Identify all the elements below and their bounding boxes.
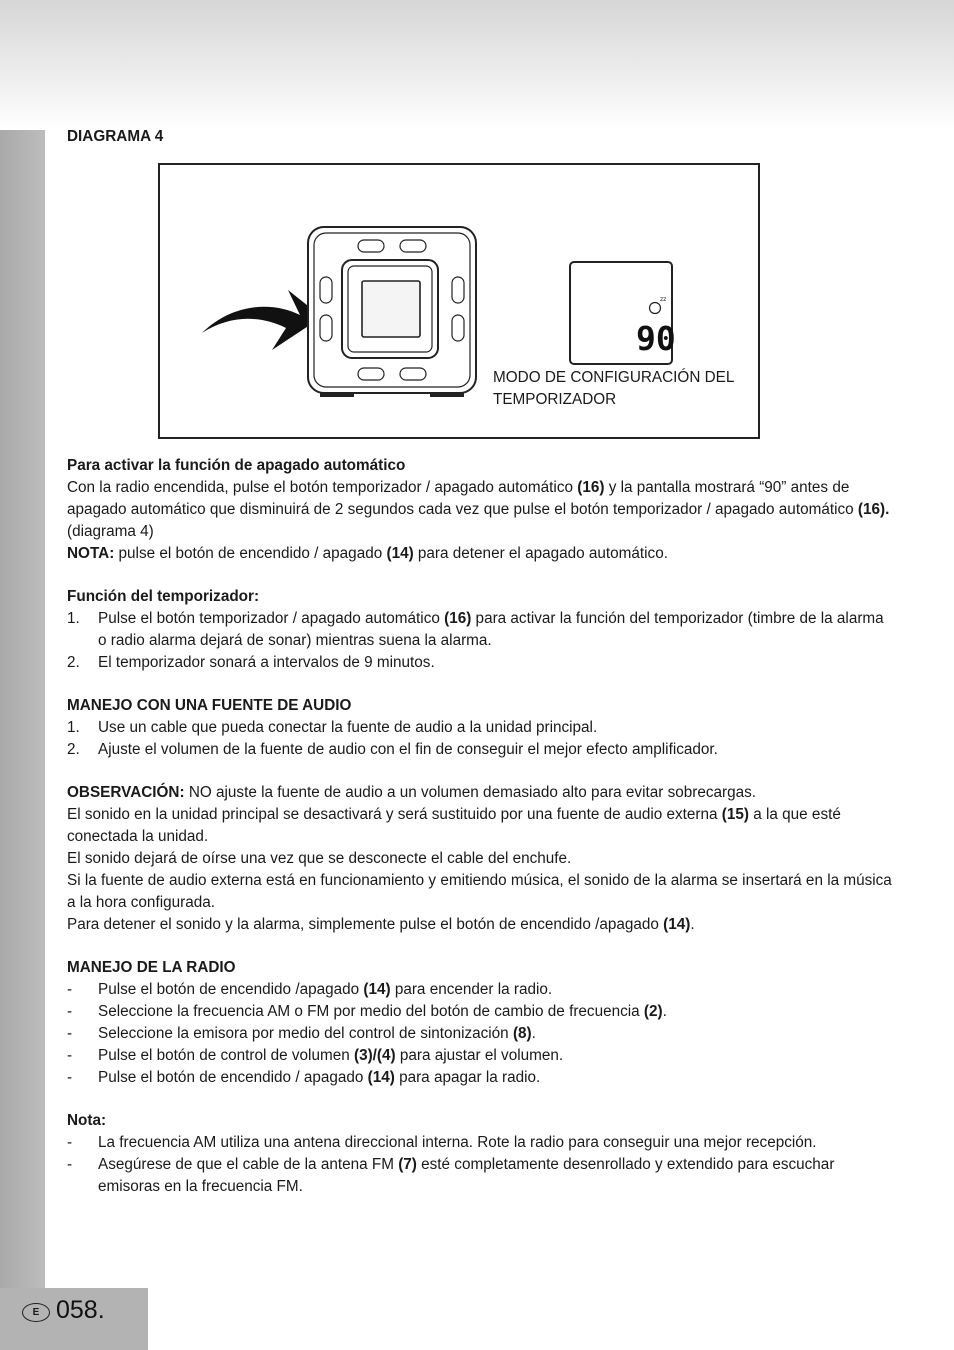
- diagram-caption: MODO DE CONFIGURACIÓN DEL TEMPORIZADOR: [493, 369, 735, 408]
- button-right-upper: [452, 277, 464, 303]
- radio-foot-left: [320, 393, 354, 397]
- list-item: - La frecuencia AM utiliza una antena direccional interna. Rote la radio para conseguir una mejor recepción.: [67, 1134, 817, 1151]
- radio-foot-right: [430, 393, 464, 397]
- auto-off-paragraph: Con la radio encendida, pulse el botón temporizador / apagado automático (16) y la pantalla mostrará “90” antes de apagado automático que disminuirá de 2 segundos cada vez que pulse el botón temporizador / apagado automático (16). (diagrama 4): [67, 479, 890, 540]
- note-heading: Nota:: [67, 1112, 107, 1129]
- audio-list: [67, 717, 892, 761]
- button-top-right: [400, 240, 426, 252]
- header-band: [0, 0, 954, 130]
- button-right-lower: [452, 315, 464, 341]
- button-top-left: [358, 240, 384, 252]
- arrow-icon: [202, 290, 322, 350]
- button-bottom-left: [358, 368, 384, 380]
- list-item: 2. Ajuste el volumen de la fuente de audio con el fin de conseguir el mejor efecto amplificador.: [67, 741, 718, 758]
- timer-heading: Función del temporizador:: [67, 588, 260, 605]
- audio-heading: MANEJO CON UNA FUENTE DE AUDIO: [67, 697, 352, 714]
- list-item: - Pulse el botón de control de volumen (3)/(4) para ajustar el volumen.: [67, 1047, 564, 1064]
- list-item: 1. Use un cable que pueda conectar la fuente de audio a la unidad principal.: [67, 719, 598, 736]
- auto-off-note: NOTA: pulse el botón de encendido / apagado (14) para detener el apagado automático.: [67, 545, 668, 562]
- page-content: [67, 126, 892, 1198]
- observation-line-3: El sonido dejará de oírse una vez que se desconecte el cable del enchufe.: [67, 850, 572, 867]
- timer-list: [67, 608, 892, 674]
- page-number: 058.: [56, 1296, 105, 1324]
- list-item: - Asegúrese de que el cable de la antena FM (7) esté completamente desenrollado y extendido para escuchar emisoras en la frecuencia FM.: [67, 1156, 835, 1195]
- observation-line-4: Si la fuente de audio externa está en funcionamiento y emitiendo música, el sonido de la alarma se insertará en la música a la hora configurada.: [67, 872, 892, 911]
- auto-off-heading: Para activar la función de apagado automático: [67, 457, 406, 474]
- list-item: 2. El temporizador sonará a intervalos de 9 minutos.: [67, 654, 435, 671]
- radio-heading: MANEJO DE LA RADIO: [67, 959, 236, 976]
- list-item: - Seleccione la emisora por medio del control de sintonización (8).: [67, 1025, 536, 1042]
- list-item: - Pulse el botón de encendido /apagado (14) para encender la radio.: [67, 981, 553, 998]
- diagram-title: DIAGRAMA 4: [67, 128, 164, 145]
- diagram-frame: [158, 163, 760, 439]
- lcd-value: 90: [636, 319, 676, 358]
- list-item: - Pulse el botón de encendido / apagado (14) para apagar la radio.: [67, 1069, 541, 1086]
- language-mark: E: [22, 1303, 50, 1322]
- note-list: [67, 1132, 892, 1198]
- radio-screen: [362, 281, 420, 337]
- button-left-lower: [320, 315, 332, 341]
- observation-line-5: Para detener el sonido y la alarma, simplemente pulse el botón de encendido /apagado (14).: [67, 916, 695, 933]
- sleep-z-icon: zz: [660, 296, 667, 303]
- observation-line-1: OBSERVACIÓN: NO ajuste la fuente de audio a un volumen demasiado alto para evitar sobrecargas.: [67, 784, 757, 801]
- side-bar: [0, 130, 45, 1350]
- list-item: - Seleccione la frecuencia AM o FM por medio del botón de cambio de frecuencia (2).: [67, 1003, 667, 1020]
- button-left-upper: [320, 277, 332, 303]
- observation-line-2: El sonido en la unidad principal se desactivará y será sustituido por una fuente de audio externa (15) a la que esté conectada la unidad.: [67, 806, 841, 845]
- radio-list: [67, 979, 892, 1089]
- list-item: 1. Pulse el botón temporizador / apagado automático (16) para activar la función del temporizador (timbre de la alarma o radio alarma dejará de sonar) mientras suena la alarma.: [67, 610, 884, 649]
- button-bottom-right: [400, 368, 426, 380]
